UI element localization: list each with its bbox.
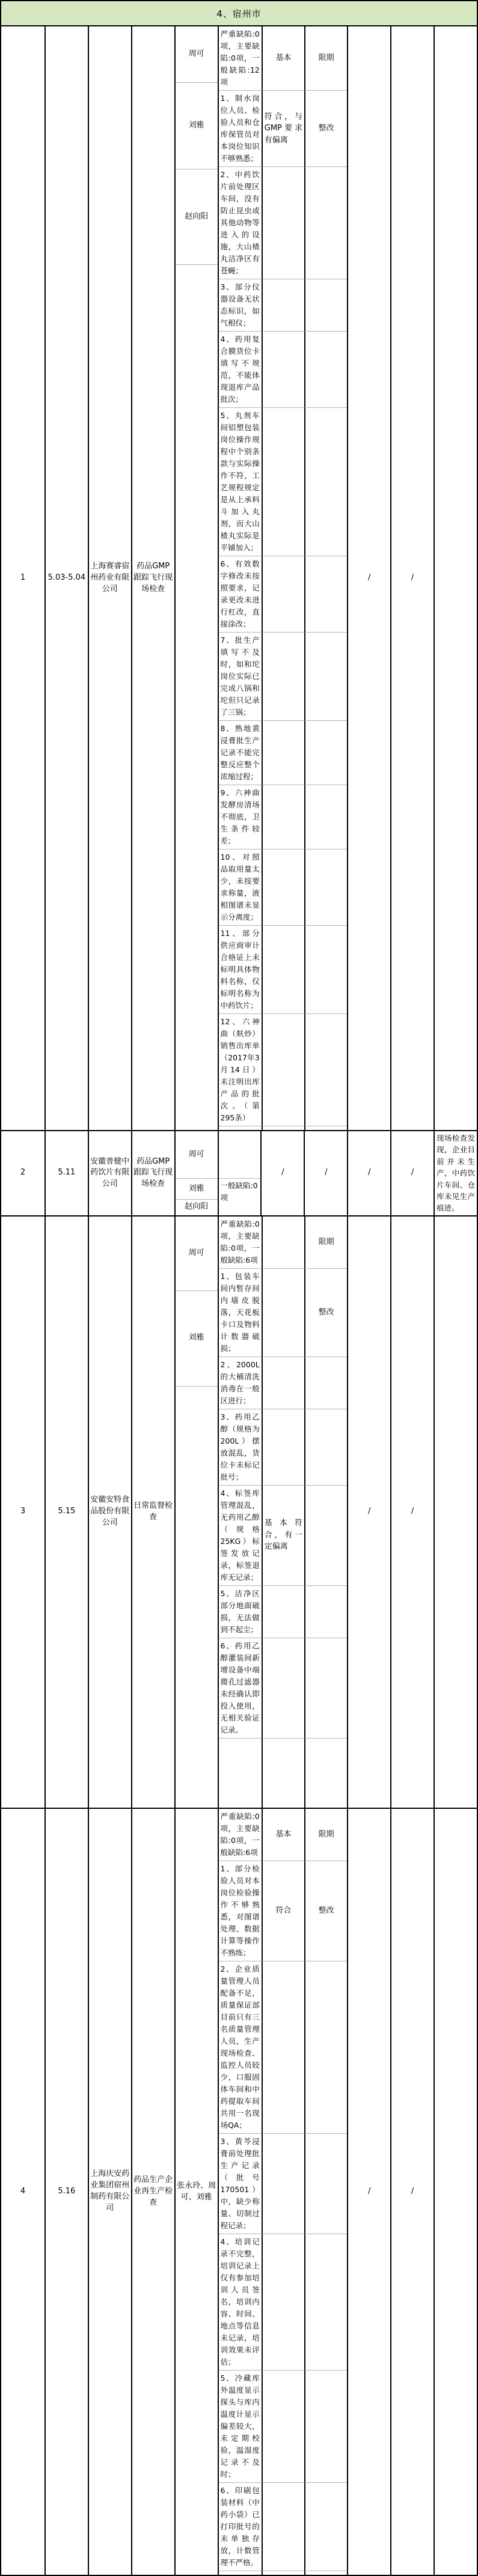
cell-company bbox=[88, 1809, 131, 2575]
inspector-name: 张永玲、周可、刘雅 bbox=[177, 2181, 216, 2202]
defect-spacer bbox=[219, 1131, 261, 1178]
slash-cell-10 bbox=[390, 1217, 434, 1808]
remark-cell bbox=[434, 26, 477, 1130]
conclusion-cell bbox=[262, 925, 304, 1013]
defect-text: 3、部分仪器设备无状态标识，如气相仪； bbox=[220, 282, 260, 327]
cell-date bbox=[44, 1131, 88, 1215]
cell-date-text: 5.16 bbox=[58, 2186, 76, 2196]
slash-cell-9-text: / bbox=[368, 1507, 371, 1516]
cell-date-text: 5.03-5.04 bbox=[47, 573, 86, 583]
inspector-name: 刘雅 bbox=[176, 1178, 218, 1199]
conclusion-text: 符合 bbox=[275, 1906, 292, 1915]
defect-item bbox=[219, 785, 262, 849]
slash-cell-9 bbox=[347, 1809, 390, 2575]
conclusion-filler bbox=[262, 1126, 304, 1130]
cell-company-text: 安徽安特食品股份有限公司 bbox=[90, 1495, 130, 1528]
defect-text: 2、2000L的大桶清洗消毒在一般区进行； bbox=[220, 1359, 260, 1405]
conclusion-filler bbox=[262, 1738, 304, 1808]
cell-inspection-type bbox=[131, 1809, 174, 2575]
action-filler bbox=[304, 1126, 347, 1130]
action-slash-cell-text: / bbox=[325, 1168, 328, 1177]
action-cell bbox=[304, 1809, 347, 1861]
conclusion-cell bbox=[262, 2234, 304, 2370]
defect-text: 9、六神曲发酵房清场不彻底，卫生条件较差； bbox=[220, 788, 260, 845]
defect-summary bbox=[219, 1809, 262, 1861]
cell-company bbox=[88, 1217, 131, 1808]
defect-item bbox=[219, 632, 262, 720]
cell-row-number-text: 1 bbox=[20, 573, 26, 583]
defects-filler bbox=[219, 1738, 262, 1808]
conclusion-cell bbox=[262, 2133, 304, 2234]
conclusion-cell bbox=[262, 26, 304, 90]
conclusion-filler bbox=[262, 2571, 304, 2575]
cell-inspection-type bbox=[131, 1131, 174, 1215]
conclusion-cell bbox=[262, 1585, 304, 1638]
defects-grid bbox=[218, 1217, 348, 1808]
action-cell bbox=[304, 632, 347, 720]
cell-row-number bbox=[1, 1809, 44, 2575]
action-cell bbox=[304, 925, 347, 1013]
action-cell bbox=[304, 1861, 347, 1961]
defect-text: 严重缺陷:0项，主要缺陷:0项，一般缺陷:12项 bbox=[220, 29, 260, 87]
conclusion-cell bbox=[262, 2482, 304, 2571]
conclusion-cell bbox=[262, 2370, 304, 2482]
cell-row-number bbox=[1, 26, 44, 1130]
action-cell bbox=[304, 785, 347, 849]
defect-item bbox=[219, 2133, 262, 2234]
action-text: 限期 bbox=[318, 1829, 334, 1839]
conclusion-cell bbox=[262, 849, 304, 925]
conclusion-text: 基本符合，有一定偏离 bbox=[264, 1519, 303, 1552]
action-cell bbox=[304, 2370, 347, 2482]
table-row bbox=[1, 1130, 477, 1215]
inspector-name: 赵向阳 bbox=[176, 169, 218, 264]
remark-text: 现场检查发现，企业目前并未生产，中药饮片车间、仓库未见生产痕迹。 bbox=[437, 1134, 475, 1213]
action-cell bbox=[304, 1638, 347, 1738]
action-cell bbox=[304, 556, 347, 632]
defect-text: 4、药用复合膜货位卡填写不规范，不能体现退库产品批次； bbox=[220, 335, 260, 404]
conclusion-cell bbox=[262, 720, 304, 785]
inspector-name: 刘雅 bbox=[176, 1290, 218, 1386]
table-row bbox=[1, 25, 477, 1130]
defects-grid bbox=[218, 1809, 348, 2575]
conclusion-slash-cell bbox=[260, 1131, 304, 1215]
action-text: 整改 bbox=[318, 1307, 334, 1317]
defect-text: 4、标签库管理混乱，无药用乙醇（规格25KG）标签发放记录，标签退库无记录； bbox=[220, 1488, 260, 1582]
defect-text: 7、批生产填写不及时，如和坨岗位实际已完成八锅和坨但只记录了三锅； bbox=[220, 636, 260, 717]
action-cell bbox=[304, 2482, 347, 2571]
conclusion-cell bbox=[262, 90, 304, 166]
conclusion-cell bbox=[262, 331, 304, 407]
inspectors-cell bbox=[174, 1809, 218, 2575]
action-text: 限期 bbox=[318, 1237, 334, 1247]
defect-item bbox=[219, 556, 262, 632]
action-cell bbox=[304, 279, 347, 331]
inspector-name: 周可 bbox=[188, 49, 204, 59]
cell-date-text: 5.11 bbox=[58, 1168, 76, 1177]
slash-cell-9 bbox=[347, 26, 390, 1130]
action-cell bbox=[304, 1356, 347, 1409]
cell-row-number-text: 2 bbox=[20, 1168, 26, 1177]
slash-cell-9 bbox=[347, 1217, 390, 1808]
cell-row-number-text: 4 bbox=[20, 2186, 26, 2196]
defects-cell bbox=[218, 1131, 261, 1215]
defect-item bbox=[219, 2234, 262, 2370]
defect-item bbox=[219, 1961, 262, 2133]
slash-cell-10 bbox=[390, 1809, 434, 2575]
defect-item bbox=[219, 720, 262, 785]
conclusion-cell bbox=[262, 1356, 304, 1409]
conclusion-cell bbox=[262, 1638, 304, 1738]
slash-cell-9-text: / bbox=[368, 2186, 371, 2196]
inspectors-cell bbox=[174, 1131, 218, 1215]
cell-row-number-text: 3 bbox=[20, 1507, 26, 1516]
inspection-table bbox=[1, 25, 477, 2575]
defect-item bbox=[219, 1861, 262, 1961]
cell-row-number bbox=[1, 1217, 44, 1808]
defect-text: 严重缺陷:0项，主要缺陷:0项，一般缺陷:6项 bbox=[220, 1219, 260, 1265]
defect-text: 一般缺陷:0项 bbox=[220, 1181, 258, 1202]
defect-text: 1、制水岗位人员、检验人员和仓库保管员对本岗位知识不够熟悉； bbox=[220, 94, 260, 163]
action-cell bbox=[304, 1217, 347, 1268]
conclusion-cell bbox=[262, 1961, 304, 2133]
slash-cell-10-text: / bbox=[411, 2186, 414, 2196]
cell-date bbox=[44, 1809, 88, 2575]
defect-item bbox=[219, 1485, 262, 1585]
conclusion-cell bbox=[262, 1409, 304, 1485]
cell-row-number bbox=[1, 1131, 44, 1215]
cell-inspection-type-text: 药品GMP跟踪飞行现场检查 bbox=[133, 1156, 173, 1189]
remark-cell bbox=[434, 1131, 477, 1215]
table-row bbox=[1, 1215, 477, 1808]
slash-cell-10-text: / bbox=[411, 1168, 414, 1177]
conclusion-cell bbox=[262, 1217, 304, 1268]
action-cell bbox=[304, 1268, 347, 1356]
inspectors-cell bbox=[174, 1217, 218, 1808]
defect-text: 严重缺陷:0项，主要缺陷:0项，一般缺陷:6项 bbox=[220, 1811, 260, 1857]
action-cell bbox=[304, 849, 347, 925]
inspector-name: 刘雅 bbox=[176, 82, 218, 169]
defect-item bbox=[219, 1409, 262, 1485]
defect-item bbox=[219, 1013, 262, 1126]
action-cell bbox=[304, 1485, 347, 1585]
defect-item bbox=[219, 166, 262, 279]
section-header bbox=[1, 1, 477, 25]
conclusion-cell bbox=[262, 407, 304, 556]
action-cell bbox=[304, 1409, 347, 1485]
action-text: 限期 bbox=[318, 53, 334, 63]
action-cell bbox=[304, 1013, 347, 1126]
defect-item bbox=[219, 1638, 262, 1738]
cell-company bbox=[88, 1131, 131, 1215]
action-filler bbox=[304, 2571, 347, 2575]
defects-filler bbox=[219, 1126, 262, 1130]
conclusion-cell bbox=[262, 1013, 304, 1126]
conclusion-text: 符合，与GMP要求有偏离 bbox=[264, 112, 303, 145]
defect-item bbox=[219, 90, 262, 166]
defect-item bbox=[219, 331, 262, 407]
cell-date bbox=[44, 1217, 88, 1808]
conclusion-cell bbox=[262, 1861, 304, 1961]
cell-inspection-type-text: 日常监督检查 bbox=[133, 1501, 173, 1522]
cell-company-text: 上海赛睿宿州药业有限公司 bbox=[90, 562, 130, 594]
conclusion-cell bbox=[262, 279, 304, 331]
defects-filler bbox=[219, 2571, 262, 2575]
inspector-filler bbox=[176, 264, 218, 1130]
defect-item bbox=[219, 279, 262, 331]
inspectors-cell bbox=[174, 26, 218, 1130]
defect-item bbox=[219, 1585, 262, 1638]
conclusion-cell bbox=[262, 1485, 304, 1585]
defect-text: 1、包装车间内暂存间内墙皮脱落，天花板卡口及物料计数器破损； bbox=[220, 1271, 260, 1353]
conclusion-cell bbox=[262, 785, 304, 849]
conclusion-text: 基本 bbox=[275, 1829, 292, 1839]
defect-text: 5、冷藏库外温度显示探头与库内温度计显示偏差较大，未定期校验，温湿度记录不及时； bbox=[220, 2373, 260, 2479]
defect-item bbox=[219, 849, 262, 925]
action-cell bbox=[304, 2133, 347, 2234]
defect-item bbox=[219, 1268, 262, 1356]
inspector-filler bbox=[176, 1386, 218, 1808]
action-text: 整改 bbox=[318, 1906, 334, 1915]
defect-text: 10、对照品取用量太少，未按要求称量，液相图谱未显示分离度； bbox=[220, 852, 260, 922]
defect-text: 11、部分供应商审计合格证上未标明具体物料名称，仅标明名称为中药饮片； bbox=[220, 929, 260, 1010]
inspector-name: 赵向阳 bbox=[176, 1199, 218, 1215]
defect-text: 6、印刷包装材料（中药小袋）已打印批号的未单独存放，计数管理不严格。 bbox=[220, 2485, 260, 2567]
conclusion-cell bbox=[262, 1268, 304, 1356]
inspector-name: 周可 bbox=[188, 1248, 204, 1257]
defect-item bbox=[219, 1356, 262, 1409]
action-cell bbox=[304, 26, 347, 90]
defect-text: 5、丸剂车间铝塑包装岗位操作规程中个别条款与实际操作不符，工艺规程规定是从上承料斗加入丸剂，而大山楂丸实际是平铺加入； bbox=[220, 411, 260, 552]
cell-inspection-type bbox=[131, 1217, 174, 1808]
defect-item bbox=[219, 2370, 262, 2482]
action-cell bbox=[304, 1961, 347, 2133]
defect-text: 5、洁净区部分地面破损，无法做到不起尘； bbox=[220, 1588, 260, 1634]
slash-cell-10 bbox=[390, 1131, 434, 1215]
cell-inspection-type-text: 药品生产企业再生产检查 bbox=[133, 2175, 173, 2207]
slash-cell-10-text: / bbox=[411, 573, 414, 583]
defects-grid bbox=[218, 26, 348, 1130]
defect-item bbox=[219, 407, 262, 556]
action-cell bbox=[304, 2234, 347, 2370]
action-cell bbox=[304, 90, 347, 166]
cell-inspection-type-text: 药品GMP跟踪飞行现场检查 bbox=[133, 562, 173, 594]
defect-text: 8、熟地黄浸膏批生产记录不能完整反应整个浓缩过程； bbox=[220, 724, 260, 781]
slash-cell-9-text: / bbox=[368, 573, 371, 583]
defect-text: 4、培训记录不完整，培训记录上仅有参加培训人员签名，培训内容、时间、地点等信息未记录，培训效果未评估； bbox=[220, 2237, 260, 2366]
slash-cell-9 bbox=[347, 1131, 390, 1215]
defect-summary bbox=[219, 1217, 262, 1268]
cell-company-text: 上海庆安药业集团宿州制药有限公司 bbox=[90, 2169, 130, 2213]
action-cell bbox=[304, 720, 347, 785]
conclusion-text: 基本 bbox=[275, 53, 292, 63]
slash-cell-9-text: / bbox=[368, 1168, 371, 1177]
defect-text: 6、有效数字修改未按照要求，记录更改未进行杠改，直接涂改； bbox=[220, 559, 260, 628]
section-title: 4、宿州市 bbox=[216, 8, 262, 19]
defect-item bbox=[219, 925, 262, 1013]
action-slash-cell bbox=[304, 1131, 347, 1215]
action-cell bbox=[304, 407, 347, 556]
defect-item bbox=[219, 2482, 262, 2571]
action-cell bbox=[304, 166, 347, 279]
defect-text: 2、中药饮片前处理区车间，没有防止昆虫或其他动物等进入的设施，大山楂丸洁净区有苍蝇； bbox=[220, 170, 260, 275]
cell-company bbox=[88, 26, 131, 1130]
cell-inspection-type bbox=[131, 26, 174, 1130]
slash-cell-10 bbox=[390, 26, 434, 1130]
defect-text: 12、六神曲（麸炒）销售出库单（2017年3月14日）未注明出库产品的批次。（第295条） bbox=[220, 1017, 260, 1122]
remark-cell bbox=[434, 1217, 477, 1808]
cell-date-text: 5.15 bbox=[58, 1507, 76, 1516]
action-filler bbox=[304, 1738, 347, 1808]
action-cell bbox=[304, 331, 347, 407]
defect-summary bbox=[219, 1178, 261, 1215]
conclusion-cell bbox=[262, 556, 304, 632]
table-row bbox=[1, 1808, 477, 2575]
conclusion-slash-cell-text: / bbox=[281, 1168, 284, 1177]
defect-text: 3、药用乙醇（规格为200L）摆放混乱，货位卡未标记批号； bbox=[220, 1412, 260, 1481]
slash-cell-10-text: / bbox=[411, 1507, 414, 1516]
inspector-name: 周可 bbox=[188, 1149, 204, 1159]
action-text: 整改 bbox=[318, 124, 334, 133]
action-cell bbox=[304, 1585, 347, 1638]
defect-text: 1、部分检验人员对本岗位检验操作不够熟悉，对图谱处理、数据计算等操作不熟练； bbox=[220, 1864, 260, 1957]
conclusion-cell bbox=[262, 632, 304, 720]
cell-company-text: 安徽普健中药饮片有限公司 bbox=[90, 1156, 130, 1189]
conclusion-cell bbox=[262, 1809, 304, 1861]
defect-summary bbox=[219, 26, 262, 90]
defect-text: 2、企业质量管理人员配备不足，质量保证部目前只有三名质量管理人员，生产现场检查、监控人员较少，口服固体车间和中药提取车间共用一名现场QA； bbox=[220, 1964, 260, 2130]
defect-text: 6、药用乙醇灌装间新增设备中端微孔过滤器未经确认即投入使用，无相关验证记录。 bbox=[220, 1641, 260, 1734]
remark-cell bbox=[434, 1809, 477, 2575]
defect-text: 3、黄芩浸膏前处理批生产记录（批号170501）中，缺少称量、切制过程记录； bbox=[220, 2136, 260, 2230]
conclusion-cell bbox=[262, 166, 304, 279]
cell-date bbox=[44, 26, 88, 1130]
